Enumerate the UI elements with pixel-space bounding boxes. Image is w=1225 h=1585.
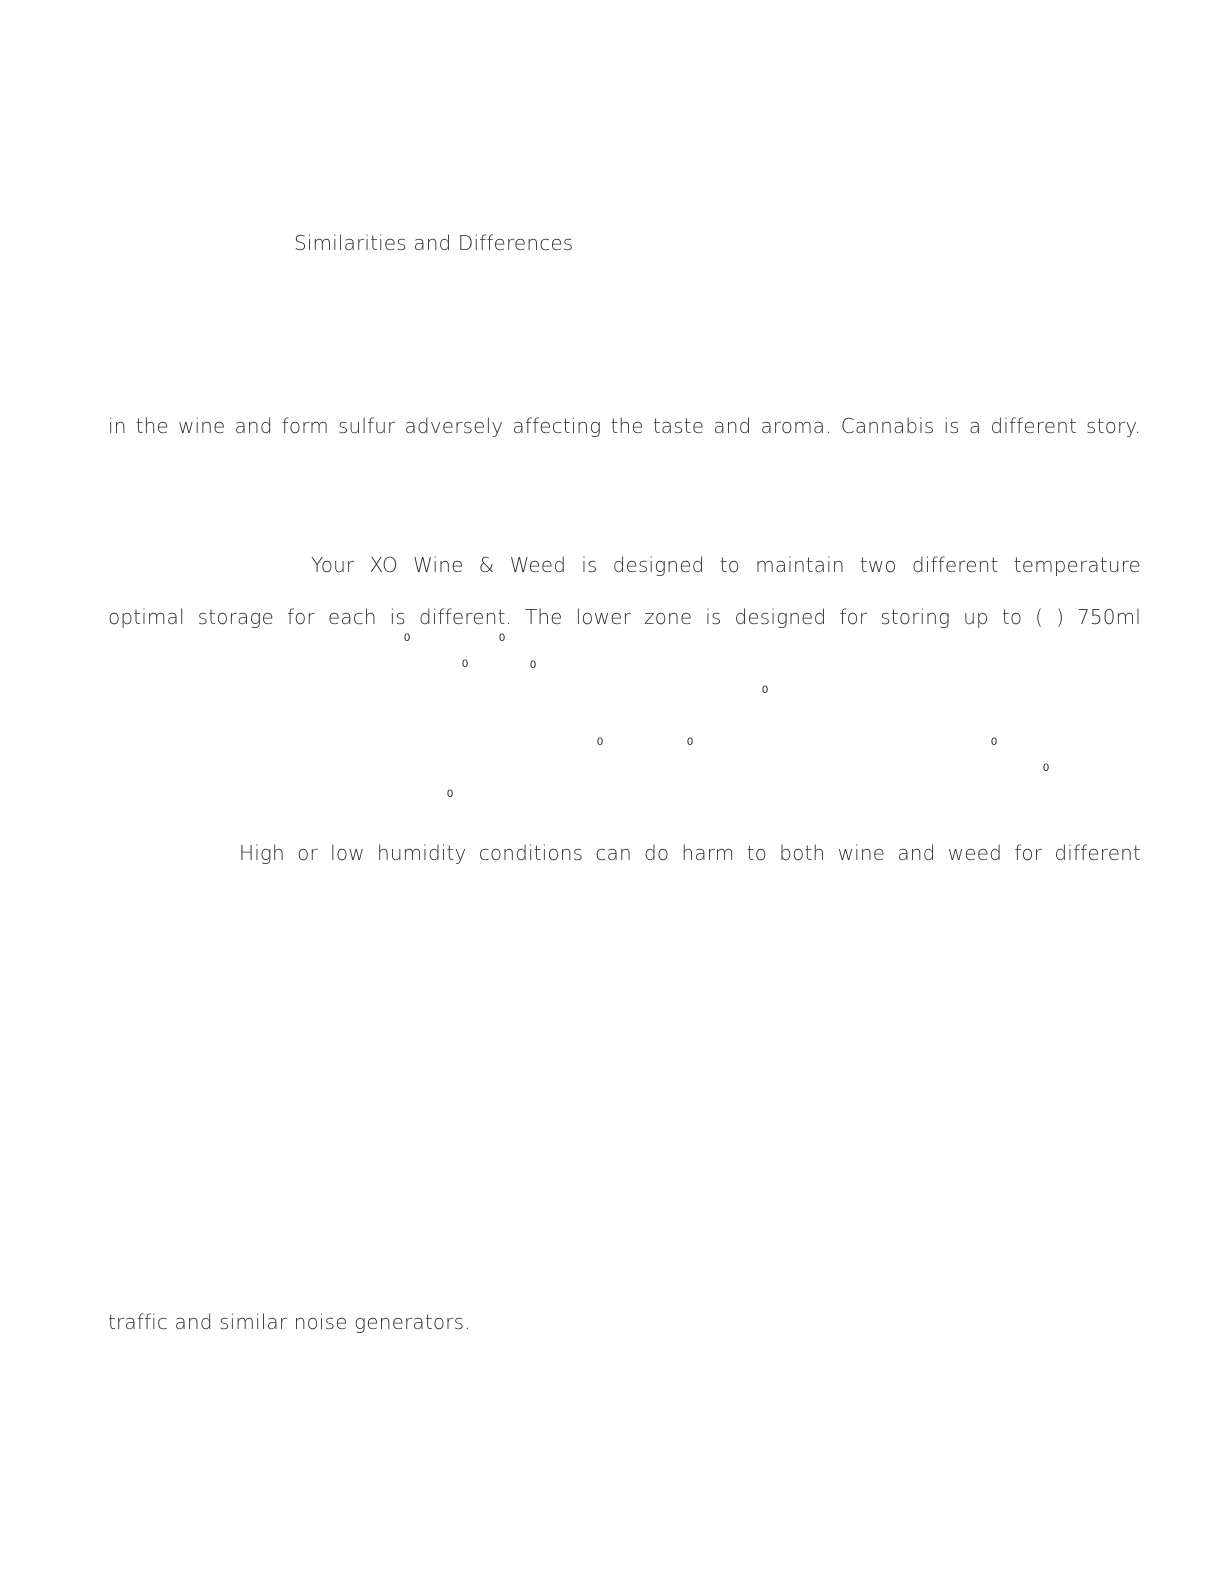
degree-mark: 0	[991, 736, 998, 748]
degree-mark: 0	[404, 632, 411, 644]
text-line-wine-sulfur: in the wine and form sulfur adversely affecting the taste and aroma. Cannabis is a different story.	[108, 414, 1141, 438]
section-heading: Similarities and Differences	[294, 231, 574, 255]
degree-mark: 0	[462, 658, 469, 670]
degree-mark: 0	[762, 684, 769, 696]
degree-mark: 0	[499, 632, 506, 644]
degree-mark: 0	[447, 788, 454, 800]
text-line-humidity: High or low humidity conditions can do harm to both wine and weed for different	[239, 841, 1141, 865]
degree-mark: 0	[597, 736, 604, 748]
degree-mark: 0	[687, 736, 694, 748]
degree-mark: 0	[1043, 762, 1050, 774]
text-line-noise: traffic and similar noise generators.	[108, 1310, 471, 1334]
degree-mark: 0	[530, 659, 537, 671]
text-line-storage: optimal storage for each is different. The lower zone is designed for storing up to ( ) 750ml	[108, 605, 1141, 629]
text-line-temperature: Your XO Wine & Weed is designed to maintain two different temperature	[311, 553, 1141, 577]
